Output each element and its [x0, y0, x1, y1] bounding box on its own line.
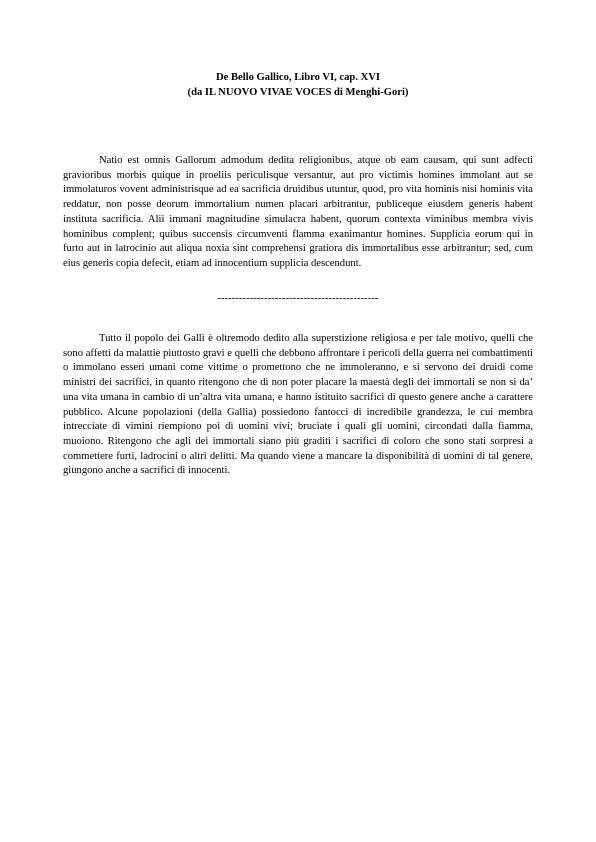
document-title — [0, 70, 596, 100]
latin-paragraph: Natio est omnis Gallorum admodum dedita religionibus, atque ob eam causam, qui sunt adfecti gravioribus morbis quique in proeliis periculisque versantur, aut pro victimis homines immolant aut se immolaturos vovent administrisque ad ea sacrificia druidibus utuntur, quod, pro vita hominis nisi hominis vita reddatur, non posse deorum immortalium numen placari arbitrantur, publiceque eiusdem generis habent instituta sacrificia. Alii immani magnitudine simulacra habent, quorum contexta viminibus membra vivis hominibus complent; quibus succensis circumventi flamma exanimantur homines. Supplicia eorum qui in furto aut in latrocinio aut aliqua noxia sint comprehensi gratiora dis immortalibus esse arbitrantur; sed, cum eius generis copia defecit, etiam ad innocentium supplicia descendunt. — [63, 155, 533, 269]
title-line-1: De Bello Gallico, Libro VI, cap. XVI — [215, 72, 381, 83]
italian-paragraph: Tutto il popolo dei Galli è oltremodo dedito alla superstizione religiosa e per tale motivo, quelli che sono affetti da malattie piuttosto gravi e quelli che debbono affrontare i pericoli della guerra nei combattimenti o immolano esseri umani come vittime o promettono che ne immoleranno, e si servono dei druidi come ministri dei sacrifici, in quanto ritengono che di non poter placare la maestà degli dei immortali se non si da’ una vita umana in cambio di un’altra vita umana, e hanno istituito sacrifici di questo genere anche a carattere pubblico. Alcune popolazioni (della Gallia) possiedono fantocci di incredibile grandezza, le cui membra intrecciate di vimini riempiono poi di uomini vivi; bruciate i quali gli uomini, circondati dalla fiamma, muoiono. Ritengono che agli dei immortali siano più graditi i sacrifici di coloro che sono stati sorpresi a commettere furti, ladrocini o altri delitti. Ma quando viene a mancare la disponibilità di uomini di tal genere, giungono anche a sacrifici di innocenti. — [63, 333, 533, 477]
title-line-2: (da IL NUOVO VIVAE VOCES di Menghi-Gori) — [187, 87, 409, 98]
separator-line: --------------------------------------------- — [217, 293, 379, 304]
